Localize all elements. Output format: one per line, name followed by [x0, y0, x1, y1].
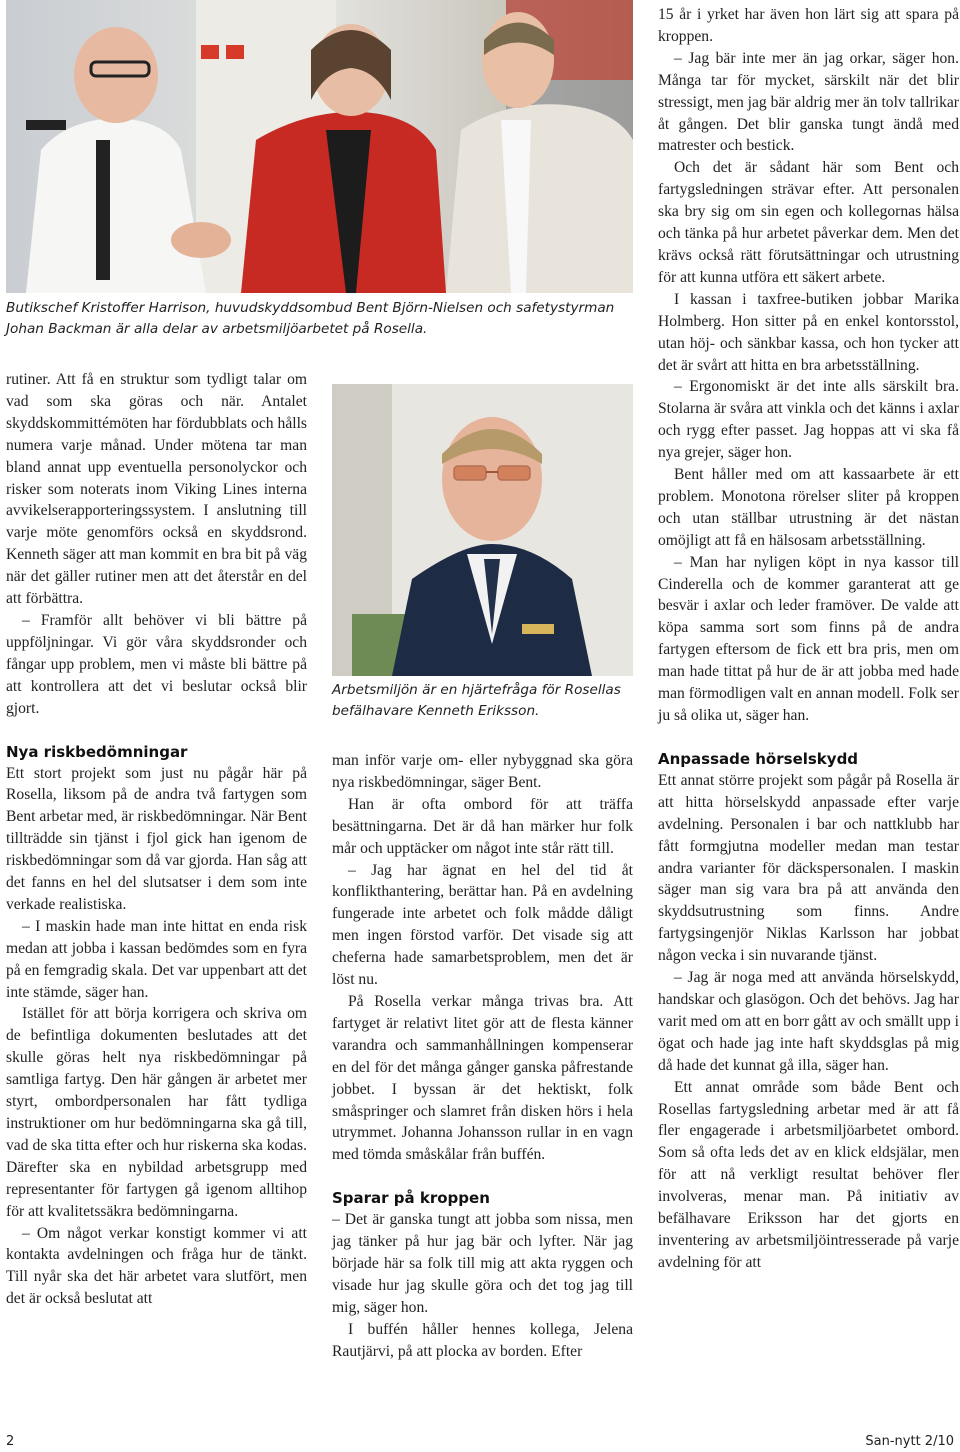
col1-paragraph: – Framför allt behöver vi bli bättre på uppföljningar. Vi gör våra skyddsronder och fångar upp problem, men vi måste bli bättre på att kontrollera att det vi beslutar också blir gjort. — [6, 611, 307, 717]
col2-paragraph: man inför varje om- eller nybyggnad ska göra nya riskbedömningar, säger Bent. — [332, 752, 633, 791]
col2-paragraph: I buffén håller hennes kollega, Jelena Rautjärvi, på att plocka av borden. Efter — [332, 1320, 633, 1360]
top-photo-caption-text: Butikschef Kristoffer Harrison, huvudskyddsombud Bent Björn-Nielsen och safetystyrman Johan Backman är alla delar av arbetsmiljöarbetet på Rosella. — [6, 300, 615, 337]
col3-paragraph: Ett annat större projekt som pågår på Rosella är att hitta hörselskydd anpassade efter varje avdelning. Personalen i bar och nattklubb har fått formgjutna modeller medan man testar andra varianter för däckspersonalen. I maskin säger man sig vara bra på att använda den skyddsutrustning som finns. Andre fartygsingenjör Niklas Karlsson har jobbat någon vecka i sin nuvarande tjänst. — [658, 771, 959, 965]
column-1 — [6, 369, 307, 1310]
publication-issue: San-nytt 2/10 — [865, 1434, 954, 1449]
col3-paragraph: Ett annat område som både Bent och Rosellas fartygsledning arbetar med är att få fler engagerade i arbetsmiljöarbetet ombord. Som så ofta leds det av en klick eldsjälar, men för att nå verkligt resultat behöver fler involveras, menar man. På initiativ av befälhavare Eriksson har det gjorts en inventering av arbetsmiljöintresserade på varje avdelning för att — [658, 1078, 959, 1271]
captain-portrait-illustration — [332, 384, 633, 676]
col2-paragraph: – Det är ganska tungt att jobba som nissa, men jag tänker på hur jag bär och lyfter. När jag började här sa folk till mig att akta ryggen och visade hur jag skulle göra och det tog jag till mig, säger hon. — [332, 1211, 633, 1316]
col2-heading: Sparar på kroppen — [332, 1189, 490, 1208]
col3-paragraph: – Jag är noga med att använda hörselskydd, handskar och glasögon. Och det behövs. Jag har varit med om att en borr gått av och smällt upp i ögat och hade jag inte haft skyddsglas på mig då hade det kunnat gå illa, säger han. — [658, 969, 959, 1074]
col3-heading: Anpassade hörselskydd — [658, 749, 859, 768]
col1-paragraph: rutiner. Att få en struktur som tydligt talar om vad som ska göras och när. Antalet skyddskommittémöten har fördubblats och hålls numera varje månad. Under mötena tar man bland annat upp eventuella personolyckor och risker som noterats inom Viking Lines interna avvikelserapporteringssystem. I anslutning till varje möte genomförs också en skyddsrond. Kenneth säger att man kommit en bra bit på väg när det gäller rutiner men att det återstår en del att förbättra. — [6, 371, 307, 608]
col2-paragraph: På Rosella verkar många trivas bra. Att fartyget är relativt litet gör att de flesta känner varandra och sammanhållningen kompenserar en del för det många gånger ganska påfrestande jobbet. I byssan är det hektiskt, folk småspringer och slamret från disken hörs i hela utrymmet. Johanna Johansson rullar in en vagn med tömda småskålar från buffén. — [332, 992, 633, 1164]
column-3 — [658, 4, 959, 1274]
col2-paragraph: – Jag har ägnat en hel del tid åt konflikthantering, berättar han. På en avdelning fungerade inte arbetet och folk mådde dåligt men ingen förstod varför. Det visade sig att cheferna hade samarbetsproblem, men det är löst nu. — [332, 861, 633, 989]
column-2 — [332, 750, 633, 1363]
page-number: 2 — [6, 1434, 15, 1449]
col1-paragraph: Istället för att börja korrigera och skriva om de befintliga dokumenten beslutades att det skulle göras helt nya riskbedömningar på samtliga fartyg. Den här gången är arbetet mer styrt, ombordpersonalen har fått tydliga instruktioner om hur bedömningarna ska gå till, vad de ska titta efter och hur riskerna ska kodas. Därefter ska en nybildad arbetsgrupp med representanter för fartygen gå igenom alltihop för att kvalitetssäkra bedömningarna. — [6, 1005, 307, 1220]
col3-paragraph: I kassan i taxfree-butiken jobbar Marika Holmberg. Hon sitter på en enkel kontorsstol, utan höj- och sänkbar kassa, och hon tycker att det är svårt att hitta en bra arbetsställning. — [658, 290, 959, 374]
col1-paragraph: Ett stort projekt som just nu pågår här på Rosella, liksom på de andra två fartygen som Bent arbetar med, är riskbedömningar. När Bent tillträdde sin tjänst i fjol gick han igenom de riskbedömningar som då var gjorda. Han såg att det fanns en hel del slutsatser i dem som inte verkade realistiska. — [6, 764, 307, 913]
col3-paragraph: – Man har nyligen köpt in nya kassor till Cinderella och de kommer garanterat att ge besvär i axlar och leder framöver. De valde att köpa samma sort som finns på de andra fartygen eftersom de fick ett bra pris, men om man hade tittat på hur de är att jobba med hade man förmodligen valt en annan modell. Folk ser ju så olika ut, säger han. — [658, 553, 959, 724]
top-photo-caption — [6, 298, 626, 340]
portrait-photo — [332, 384, 633, 676]
col3-paragraph: 15 år i yrket har även hon lärt sig att spara på kroppen. — [658, 6, 959, 45]
col1-paragraph: – Om något verkar konstigt kommer vi att kontakta avdelningen och fråga hur de tänkt. Till nyår ska det här arbetet vara slutfört, men det är också beslutat att — [6, 1224, 307, 1308]
portrait-caption — [332, 680, 632, 722]
col3-paragraph: – Jag bär inte mer än jag orkar, säger hon. Många tar för mycket, särskilt när det blir stressigt, men jag bär aldrig mer än tolv tallrikar åt gången. Det blir ganska tungt ändå med matrester och bestick. — [658, 49, 959, 155]
col3-paragraph: Och det är sådant här som Bent och fartygsledningen strävar efter. Att personalen ska bry sig om sin egen och kollegornas hälsa och tänka på hur arbetet påverkar dem. Men det krävs också rätt förutsättningar och utrustning för att kunna utföra ett säkert arbete. — [658, 159, 959, 286]
portrait-caption-text: Arbetsmiljön är en hjärtefråga för Rosellas befälhavare Kenneth Eriksson. — [332, 682, 621, 719]
top-photo — [6, 0, 633, 293]
col1-heading: Nya riskbedömningar — [6, 742, 188, 761]
col3-paragraph: – Ergonomiskt är det inte alls särskilt bra. Stolarna är svåra att vinkla och det känns i axlar och rygg efter passet. Jag hoppas att vi ska få nya grejer, säger hon. — [658, 378, 959, 462]
col1-paragraph: – I maskin hade man inte hittat en enda risk medan att jobba i kassan bedömdes som en fyra på en femgradig skala. Det var uppenbart att det inte stämde, säger han. — [6, 917, 307, 1001]
col2-paragraph: Han är ofta ombord för att träffa besättningarna. Det är då han märker hur folk mår och upptäcker om något inte står rätt till. — [332, 795, 633, 857]
crew-photo-illustration — [6, 0, 633, 293]
col3-paragraph: Bent håller med om att kassaarbete är ett problem. Monotona rörelser sliter på kroppen och utan ställbar utrustning är det nästan omöjligt att få en hälsosam arbetsställning. — [658, 466, 959, 549]
